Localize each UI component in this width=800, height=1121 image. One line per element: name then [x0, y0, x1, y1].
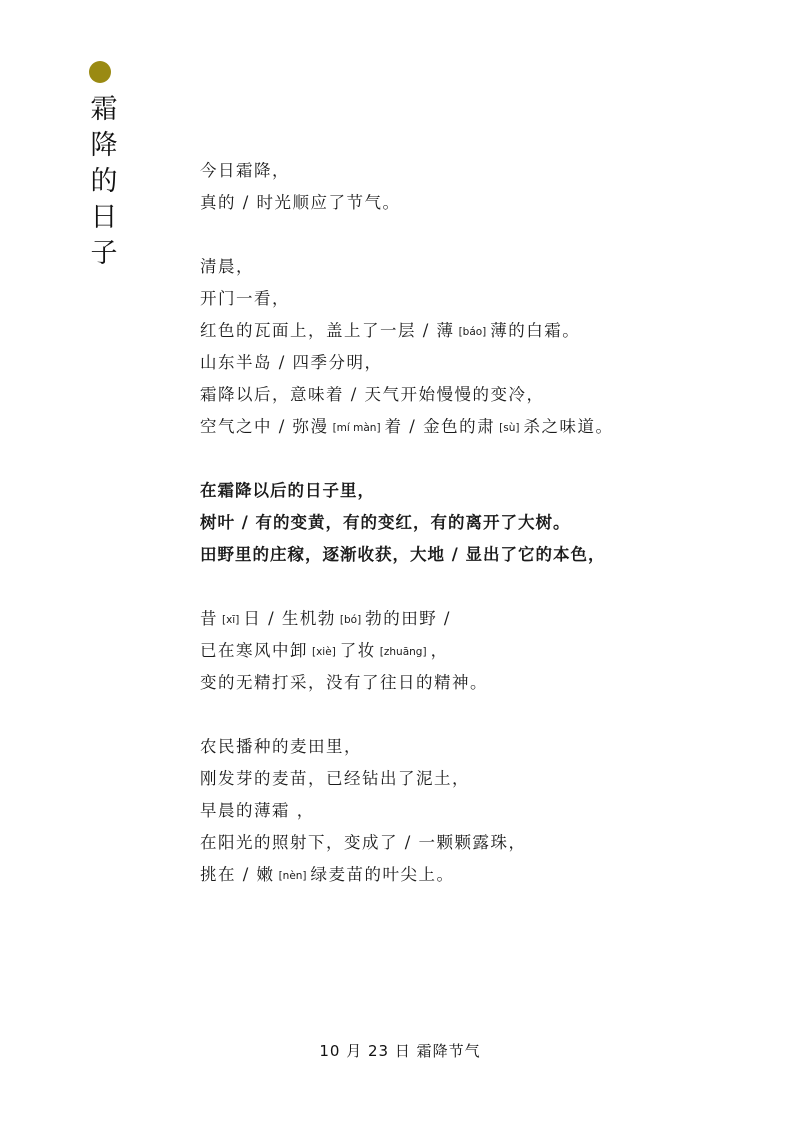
pinyin-annotation: [sù] [499, 422, 520, 434]
poem-line: 在霜降以后的日子里， [200, 481, 375, 500]
title-char: 降 [90, 130, 118, 161]
poem-line: 清晨， [200, 257, 254, 276]
stanza-3 [200, 475, 760, 571]
stanza-1 [200, 155, 760, 219]
title-char: 子 [90, 238, 118, 269]
poem-line: 开门一看， [200, 289, 290, 308]
pinyin-annotation: [zhuāng] [379, 646, 427, 658]
poem-line: 变的无精打采，没有了往日的精神。 [200, 673, 488, 692]
poem-line: 田野里的庄稼，逐渐收获，大地 / 显出了它的本色， [200, 545, 606, 564]
date-footer: 10 月 23 日 霜降节气 [319, 1042, 481, 1060]
title-char: 霜 [90, 94, 118, 125]
poem-line: 刚发芽的麦苗，已经钻出了泥土， [200, 769, 470, 788]
poem-line: 树叶 / 有的变黄，有的变红，有的离开了大树。 [200, 513, 571, 532]
poem-body [200, 155, 760, 891]
poem-line: 空气之中 / 弥漫 [mí màn] 着 / 金色的肃 [sù] 杀之味道。 [200, 417, 614, 436]
poem-line: 霜降以后，意味着 / 天气开始慢慢的变冷， [200, 385, 545, 404]
poem-line: 已在寒风中卸 [xiè] 了妆 [zhuāng] ， [200, 641, 449, 660]
poem-line: 农民播种的麦田里， [200, 737, 362, 756]
pinyin-annotation: [xī] [222, 614, 240, 626]
pinyin-annotation: [bó] [339, 614, 362, 626]
poem-line: 早晨的薄霜 ， [200, 801, 315, 820]
title-char: 的 [90, 166, 118, 197]
pinyin-annotation: [mí màn] [332, 422, 381, 434]
poem-line: 昔 [xī] 日 / 生机勃 [bó] 勃的田野 / [200, 609, 451, 628]
poem-line: 在阳光的照射下，变成了 / 一颗颗露珠， [200, 833, 527, 852]
pinyin-annotation: [nèn] [278, 870, 307, 882]
poem-line: 今日霜降， [200, 161, 290, 180]
stanza-5 [200, 731, 760, 891]
poem-line: 真的 / 时光顺应了节气。 [200, 193, 401, 212]
accent-dot [89, 61, 111, 83]
vertical-title [87, 92, 121, 272]
stanza-2 [200, 251, 760, 443]
stanza-4 [200, 603, 760, 699]
pinyin-annotation: [báo] [458, 326, 487, 338]
poem-line: 红色的瓦面上，盖上了一层 / 薄 [báo] 薄的白霜。 [200, 321, 581, 340]
poem-line: 挑在 / 嫩 [nèn] 绿麦苗的叶尖上。 [200, 865, 455, 884]
title-char: 日 [90, 202, 118, 233]
poem-line: 山东半岛 / 四季分明， [200, 353, 383, 372]
pinyin-annotation: [xiè] [312, 646, 336, 658]
